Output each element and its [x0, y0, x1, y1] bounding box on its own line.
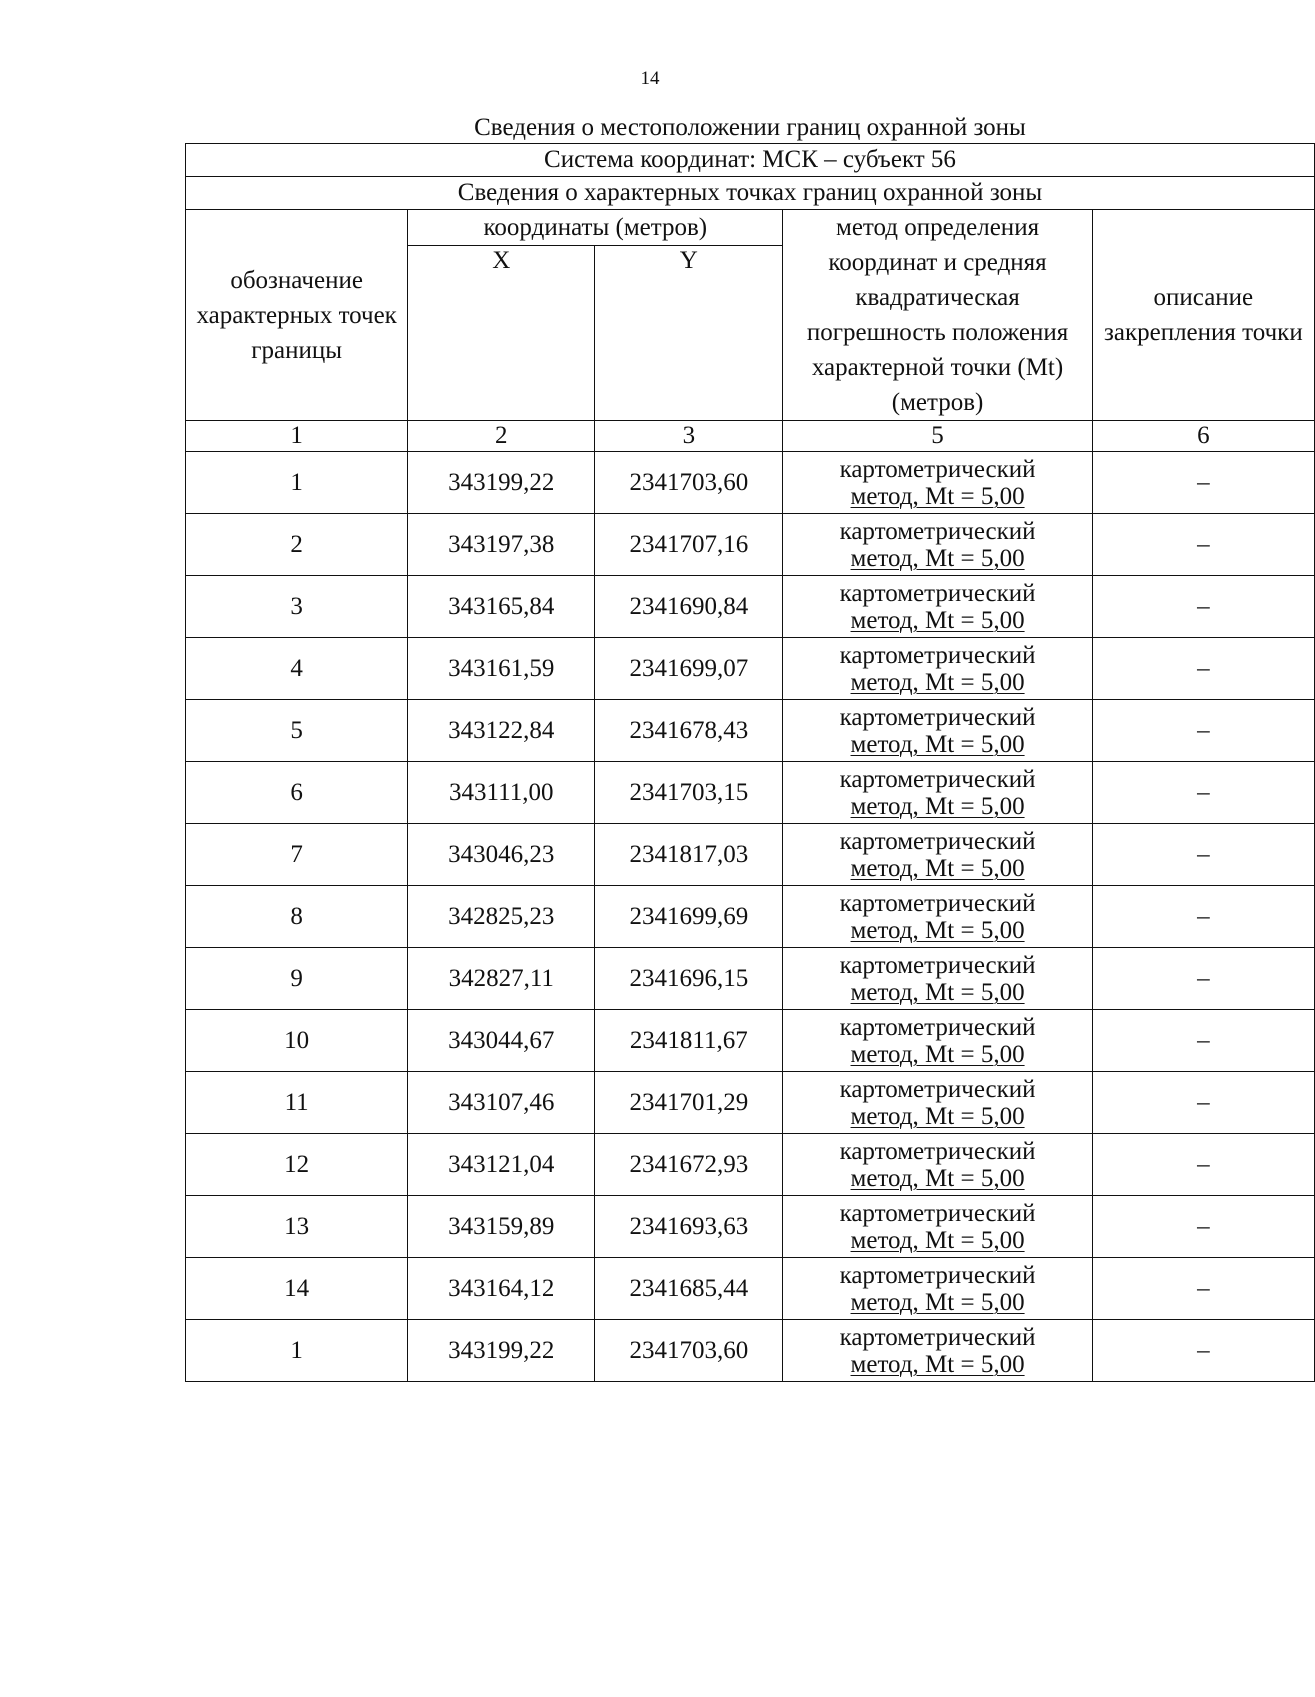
- method-line-accuracy: метод, Mt = 5,00: [850, 482, 1025, 510]
- points-info-header: Сведения о характерных точках границ охранной зоны: [186, 177, 1315, 210]
- table-row: [186, 514, 1315, 576]
- description-cell: –: [1092, 576, 1314, 638]
- table-row: [186, 638, 1315, 700]
- column-number-row: [186, 421, 1315, 452]
- method-line-type: картометрический: [839, 703, 1036, 731]
- point-cell: 12: [186, 1134, 408, 1196]
- method-cell: [783, 1134, 1092, 1196]
- method-cell: [783, 700, 1092, 762]
- method-line-type: картометрический: [839, 951, 1036, 979]
- table-row: [186, 1320, 1315, 1382]
- y-coordinate-cell: 2341690,84: [595, 576, 783, 638]
- method-line-type: картометрический: [839, 455, 1036, 483]
- method-cell: [783, 514, 1092, 576]
- column-number: 5: [783, 421, 1092, 452]
- method-line-type: картометрический: [839, 765, 1036, 793]
- table-row: [186, 576, 1315, 638]
- table-row: [186, 1258, 1315, 1320]
- method-line-type: картометрический: [839, 579, 1036, 607]
- method-line-accuracy: метод, Mt = 5,00: [850, 792, 1025, 820]
- method-cell: [783, 824, 1092, 886]
- method-line-accuracy: метод, Mt = 5,00: [850, 916, 1025, 944]
- method-line-accuracy: метод, Mt = 5,00: [850, 544, 1025, 572]
- point-cell: 7: [186, 824, 408, 886]
- point-cell: 10: [186, 1010, 408, 1072]
- method-line-type: картометрический: [839, 1323, 1036, 1351]
- coordinates-column-header: координаты (метров): [408, 210, 783, 246]
- description-cell: –: [1092, 1258, 1314, 1320]
- description-cell: –: [1092, 1010, 1314, 1072]
- method-cell: [783, 1072, 1092, 1134]
- x-coordinate-cell: 343199,22: [408, 452, 595, 514]
- y-coordinate-cell: 2341811,67: [595, 1010, 783, 1072]
- table-row: [186, 700, 1315, 762]
- y-coordinate-cell: 2341817,03: [595, 824, 783, 886]
- y-coordinate-cell: 2341696,15: [595, 948, 783, 1010]
- method-line-type: картометрический: [839, 517, 1036, 545]
- description-cell: –: [1092, 762, 1314, 824]
- y-coordinate-cell: 2341699,07: [595, 638, 783, 700]
- x-coordinate-cell: 343122,84: [408, 700, 595, 762]
- method-line-accuracy: метод, Mt = 5,00: [850, 978, 1025, 1006]
- y-coordinate-cell: 2341707,16: [595, 514, 783, 576]
- description-cell: –: [1092, 824, 1314, 886]
- method-cell: [783, 886, 1092, 948]
- point-cell: 5: [186, 700, 408, 762]
- y-coordinate-cell: 2341703,60: [595, 1320, 783, 1382]
- description-cell: –: [1092, 452, 1314, 514]
- description-cell: –: [1092, 948, 1314, 1010]
- method-cell: [783, 1010, 1092, 1072]
- description-cell: –: [1092, 1320, 1314, 1382]
- document-title: Сведения о местоположении границ охранной зоны: [474, 114, 1026, 141]
- method-line-type: картометрический: [839, 1075, 1036, 1103]
- method-line-type: картометрический: [839, 641, 1036, 669]
- description-cell: –: [1092, 700, 1314, 762]
- x-coordinate-cell: 343197,38: [408, 514, 595, 576]
- point-cell: 9: [186, 948, 408, 1010]
- table-row: [186, 824, 1315, 886]
- x-coordinate-cell: 343044,67: [408, 1010, 595, 1072]
- method-cell: [783, 762, 1092, 824]
- method-cell: [783, 452, 1092, 514]
- method-line-type: картометрический: [839, 827, 1036, 855]
- column-number: 6: [1092, 421, 1314, 452]
- y-coordinate-cell: 2341678,43: [595, 700, 783, 762]
- x-coordinate-cell: 343199,22: [408, 1320, 595, 1382]
- method-column-header: метод определения координат и средняя квадратическая погрешность положения характерной точки (Mt) (метров): [783, 210, 1092, 421]
- boundary-points-table: [185, 143, 1315, 1382]
- method-line-accuracy: метод, Mt = 5,00: [850, 606, 1025, 634]
- point-cell: 6: [186, 762, 408, 824]
- description-cell: –: [1092, 514, 1314, 576]
- table-row: [186, 948, 1315, 1010]
- table-row: [186, 1134, 1315, 1196]
- method-line-accuracy: метод, Mt = 5,00: [850, 1102, 1025, 1130]
- table-row: [186, 886, 1315, 948]
- y-coordinate-cell: 2341693,63: [595, 1196, 783, 1258]
- method-cell: [783, 1196, 1092, 1258]
- point-cell: 3: [186, 576, 408, 638]
- description-column-header: описание закрепления точки: [1092, 210, 1314, 421]
- x-coordinate-cell: 343046,23: [408, 824, 595, 886]
- method-cell: [783, 1320, 1092, 1382]
- x-column-header: X: [408, 246, 595, 421]
- x-coordinate-cell: 342825,23: [408, 886, 595, 948]
- table-row: [186, 452, 1315, 514]
- y-coordinate-cell: 2341703,60: [595, 452, 783, 514]
- method-line-type: картометрический: [839, 889, 1036, 917]
- method-line-accuracy: метод, Mt = 5,00: [850, 1164, 1025, 1192]
- page-number: 14: [640, 68, 660, 89]
- y-column-header: Y: [595, 246, 783, 421]
- table-row: [186, 1072, 1315, 1134]
- method-line-accuracy: метод, Mt = 5,00: [850, 730, 1025, 758]
- column-number: 2: [408, 421, 595, 452]
- points-table-body: [186, 452, 1315, 1382]
- x-coordinate-cell: 343121,04: [408, 1134, 595, 1196]
- description-cell: –: [1092, 886, 1314, 948]
- point-cell: 14: [186, 1258, 408, 1320]
- column-number: 3: [595, 421, 783, 452]
- y-coordinate-cell: 2341701,29: [595, 1072, 783, 1134]
- designation-column-header: обозначение характерных точек границы: [186, 210, 408, 421]
- method-line-accuracy: метод, Mt = 5,00: [850, 1226, 1025, 1254]
- table-row: [186, 1196, 1315, 1258]
- y-coordinate-cell: 2341685,44: [595, 1258, 783, 1320]
- method-cell: [783, 576, 1092, 638]
- description-cell: –: [1092, 1134, 1314, 1196]
- method-line-accuracy: метод, Mt = 5,00: [850, 1288, 1025, 1316]
- coordinate-system-header: Система координат: МСК – субъект 56: [186, 144, 1315, 177]
- x-coordinate-cell: 343164,12: [408, 1258, 595, 1320]
- y-coordinate-cell: 2341672,93: [595, 1134, 783, 1196]
- x-coordinate-cell: 342827,11: [408, 948, 595, 1010]
- method-line-accuracy: метод, Mt = 5,00: [850, 854, 1025, 882]
- method-line-type: картометрический: [839, 1199, 1036, 1227]
- point-cell: 8: [186, 886, 408, 948]
- description-cell: –: [1092, 638, 1314, 700]
- method-line-type: картометрический: [839, 1137, 1036, 1165]
- x-coordinate-cell: 343161,59: [408, 638, 595, 700]
- point-cell: 1: [186, 1320, 408, 1382]
- method-line-type: картометрический: [839, 1013, 1036, 1041]
- x-coordinate-cell: 343107,46: [408, 1072, 595, 1134]
- method-line-accuracy: метод, Mt = 5,00: [850, 1040, 1025, 1068]
- method-line-accuracy: метод, Mt = 5,00: [850, 668, 1025, 696]
- x-coordinate-cell: 343111,00: [408, 762, 595, 824]
- column-number: 1: [186, 421, 408, 452]
- x-coordinate-cell: 343159,89: [408, 1196, 595, 1258]
- method-cell: [783, 1258, 1092, 1320]
- y-coordinate-cell: 2341703,15: [595, 762, 783, 824]
- method-cell: [783, 948, 1092, 1010]
- table-row: [186, 1010, 1315, 1072]
- point-cell: 2: [186, 514, 408, 576]
- point-cell: 13: [186, 1196, 408, 1258]
- method-line-accuracy: метод, Mt = 5,00: [850, 1350, 1025, 1378]
- point-cell: 11: [186, 1072, 408, 1134]
- point-cell: 1: [186, 452, 408, 514]
- method-line-type: картометрический: [839, 1261, 1036, 1289]
- y-coordinate-cell: 2341699,69: [595, 886, 783, 948]
- table-row: [186, 762, 1315, 824]
- method-cell: [783, 638, 1092, 700]
- point-cell: 4: [186, 638, 408, 700]
- description-cell: –: [1092, 1196, 1314, 1258]
- x-coordinate-cell: 343165,84: [408, 576, 595, 638]
- description-cell: –: [1092, 1072, 1314, 1134]
